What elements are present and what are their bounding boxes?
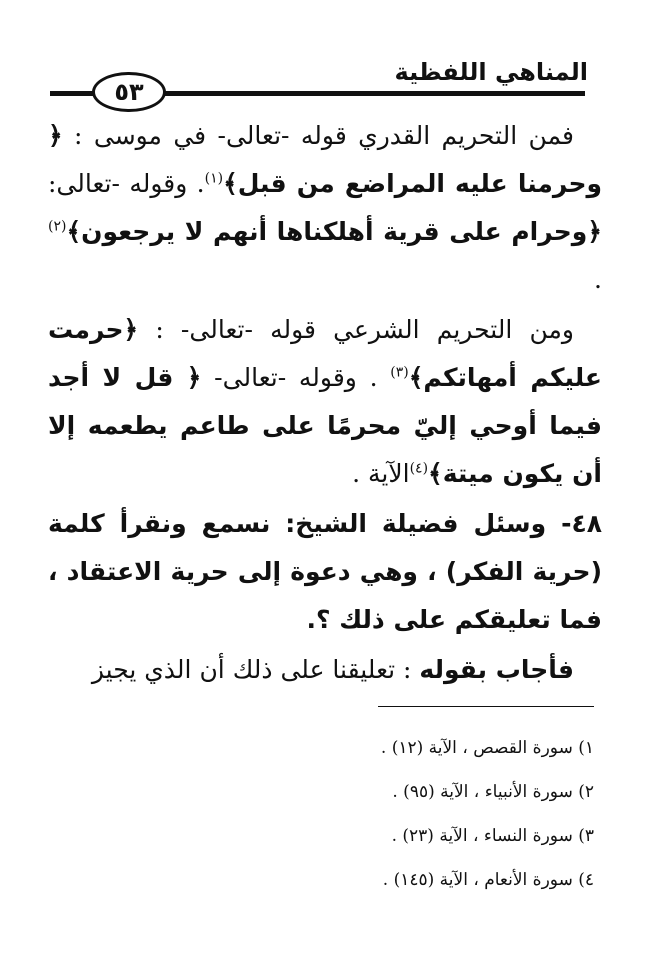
quran-verse-1: ﴿ وحرمنا عليه المراضع من قبل﴾ <box>48 121 602 198</box>
answer-text: : تعليقنا على ذلك أن الذي يجيز <box>91 655 420 684</box>
p2-intro: ومن التحريم الشرعي قوله -تعالى- : <box>138 315 574 344</box>
footnote-4: ٤) سورة الأنعام ، الآية (١٤٥) . <box>382 870 594 890</box>
footnote-separator <box>378 706 594 707</box>
p2-mid: . وقوله -تعالى- <box>201 363 391 392</box>
footnote-3: ٣) سورة النساء ، الآية (٢٣) . <box>391 826 594 846</box>
answer-lead: فأجاب بقوله <box>419 655 574 684</box>
quran-verse-4: ﴿ قل لا أجد فيما أوحي إليّ محرمًا على طاعم يطعمه إلا أن يكون ميتة﴾ <box>48 363 602 488</box>
quran-verse-3: ﴿حرمت عليكم أمهاتكم﴾ <box>48 315 602 392</box>
footnote-1: ١) سورة القصص ، الآية (١٢) . <box>380 738 594 758</box>
main-text <box>48 112 602 694</box>
paragraph-qadari <box>48 112 602 304</box>
footnote-ref-4: (٤) <box>409 460 429 477</box>
p1-end: . <box>594 265 602 294</box>
footnote-ref-3: (٣) <box>390 364 409 381</box>
p1-intro: فمن التحريم القدري قوله -تعالى- في موسى : <box>62 121 574 150</box>
p1-mid: . وقوله -تعالى: <box>48 169 205 198</box>
footnotes <box>74 726 594 902</box>
p2-end: الآية . <box>352 459 410 488</box>
footnote-ref-2: (٢) <box>48 218 67 235</box>
answer-paragraph <box>48 646 602 694</box>
footnote-2: ٢) سورة الأنبياء ، الآية (٩٥) . <box>392 782 594 802</box>
page-number: ٥٣ <box>92 72 166 112</box>
footnote-ref-1: (١) <box>204 170 224 187</box>
paragraph-shari <box>48 306 602 498</box>
question-48: ٤٨- وسئل فضيلة الشيخ: نسمع ونقرأ كلمة (حرية الفكر) ، وهي دعوة إلى حرية الاعتقاد ، فما تعليقكم على ذلك ؟. <box>48 509 602 634</box>
quran-verse-2: ﴿وحرام على قرية أهلكناها أنهم لا يرجعون﴾ <box>66 217 602 246</box>
running-title: المناهي اللفظية <box>394 58 588 86</box>
